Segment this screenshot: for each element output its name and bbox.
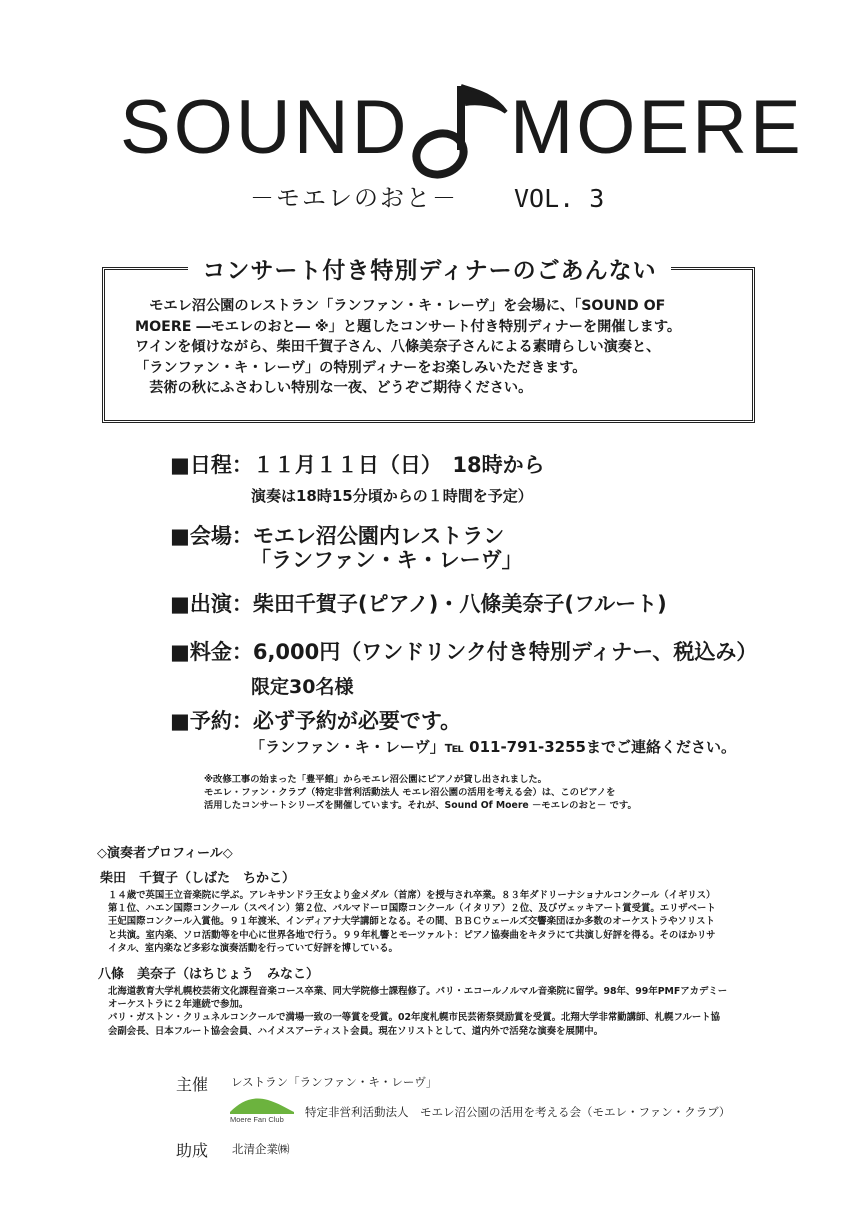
info-date-note: 演奏は18時15分頃からの１時間を予定） xyxy=(251,487,533,505)
info-limit: 限定30名様 xyxy=(251,676,354,698)
bio-line: パリ・ガストン・クリュネルコンクールで満場一致の一等賞を受賞。02年度札幌市民芸術祭奨励賞を受賞。北翔大学非常勤講師、札幌フルート協 xyxy=(108,1012,721,1024)
footnote-line: モエレ・ファン・クラブ（特定非営利活動法人 モエレ沼公園の活用を考える会）は、このピアノを xyxy=(204,787,616,798)
intro-heading-wrap xyxy=(0,252,859,285)
intro-heading: コンサート付き特別ディナーのごあんない xyxy=(188,258,670,284)
intro-line: MOERE ―モエレのおと― ※」と題したコンサート付き特別ディナーを開催します。 xyxy=(135,318,682,335)
bio-line: 第１位、ハエン国際コンクール（スペイン）第２位、バルマドーロ国際コンクール（イタリア）２位、及びヴェッキアート賞受賞。エリザベート xyxy=(108,903,716,915)
host-npo: 特定非営利活動法人 モエレ沼公園の活用を考える会（モエレ・ファン・クラブ） xyxy=(305,1105,731,1119)
bio-line: 王妃国際コンクール入賞他。９１年渡米、インディアナ大学講師となる。その間、ＢＢＣウェールズ交響楽団ほか多数のオーケストラやソリスト xyxy=(108,916,715,928)
title-moere: MOERE xyxy=(510,85,804,170)
logo-text: Moere Fan Club xyxy=(230,1115,284,1124)
intro-line: モエレ沼公園のレストラン「ランファン・キ・レーヴ」を会場に、「SOUND OF xyxy=(135,298,666,314)
info-reservation: ■予約：必ず予約が必要です。 xyxy=(170,709,462,733)
intro-text xyxy=(135,296,735,399)
bio-line: １４歳で英国王立音楽院に学ぶ。アレキサンドラ王女より金メダル（首席）を授与され卒業。８３年ダドリーナショナルコンクール（イギリス） xyxy=(108,890,716,901)
bio-line: イタル、室内楽など多彩な演奏活動を行っていて好評を博している。 xyxy=(108,942,398,954)
performer-bio xyxy=(108,889,763,955)
info-venue: ■会場：モエレ沼公園内レストラン xyxy=(170,524,505,548)
info-venue-name: 「ランファン・キ・レーヴ」 xyxy=(250,548,523,572)
footnote-line: 活用したコンサートシリーズを開催しています。それが、Sound Of Moere －モエレのおと－ です。 xyxy=(204,800,637,811)
intro-line: 「ランファン・キ・レーヴ」の特別ディナーをお楽しみいただきます。 xyxy=(135,359,587,376)
info-performers: ■出演：柴田千賀子(ピアノ)・八條美奈子(フルート) xyxy=(170,592,667,616)
bio-line: オーケストラに２年連続で参加。 xyxy=(108,999,249,1011)
info-contact: 「ランファン・キ・レーヴ」℡ 011-791-3255までご連絡ください。 xyxy=(250,738,736,756)
intro-line: 芸術の秋にふさわしい特別な一夜、どうぞご期待ください。 xyxy=(135,380,533,396)
subtitle: －モエレのおと－ xyxy=(250,184,458,212)
bio-line: と共演。室内楽、ソロ活動等を中心に世界各地で行う。９９年札響とモーツァルト：ピアノ協奏曲をキタラにて共演し好評を得る。そのほかリサ xyxy=(108,929,716,941)
support-label: 助成 xyxy=(176,1141,209,1160)
info-fee: ■料金：6,000円（ワンドリンク付き特別ディナー、税込み） xyxy=(170,640,758,664)
info-date: ■日程：１１月１１日（日） 18時から xyxy=(170,453,545,477)
intro-line: ワインを傾けながら、柴田千賀子さん、八條美奈子さんによる素晴らしい演奏と、 xyxy=(135,339,661,355)
volume-label: VOL. 3 xyxy=(514,184,605,213)
support-value: 北清企業㈱ xyxy=(232,1142,290,1156)
footnote xyxy=(204,773,704,812)
title-sound: SOUND xyxy=(120,85,410,170)
title-block xyxy=(0,80,859,200)
performer-name: 八條 美奈子（はちじょう みなこ） xyxy=(98,967,320,982)
host-label: 主催 xyxy=(176,1075,209,1094)
moere-fan-club-logo xyxy=(228,1094,296,1124)
performer-name: 柴田 千賀子（しばた ちかこ） xyxy=(100,871,296,886)
music-note-icon xyxy=(398,80,510,180)
profile-heading: ◇演奏者プロフィール◇ xyxy=(97,846,233,861)
bio-line: 会副会長、日本フルート協会会員、ハイメスアーティスト会員。現在ソリストとして、道内外で活発な演奏を展開中。 xyxy=(108,1025,604,1037)
bio-line: 北海道教育大学札幌校芸術文化課程音楽コース卒業、同大学院修士課程修了。パリ・エコールノルマル音楽院に留学。98年、99年PMFアカデミー xyxy=(108,986,728,997)
performer-bio xyxy=(108,985,763,1038)
host-restaurant: レストラン「ランファン・キ・レーヴ」 xyxy=(231,1075,438,1089)
footnote-line: ※改修工事の始まった「豊平館」からモエレ沼公園にピアノが貸し出されました。 xyxy=(204,774,547,785)
